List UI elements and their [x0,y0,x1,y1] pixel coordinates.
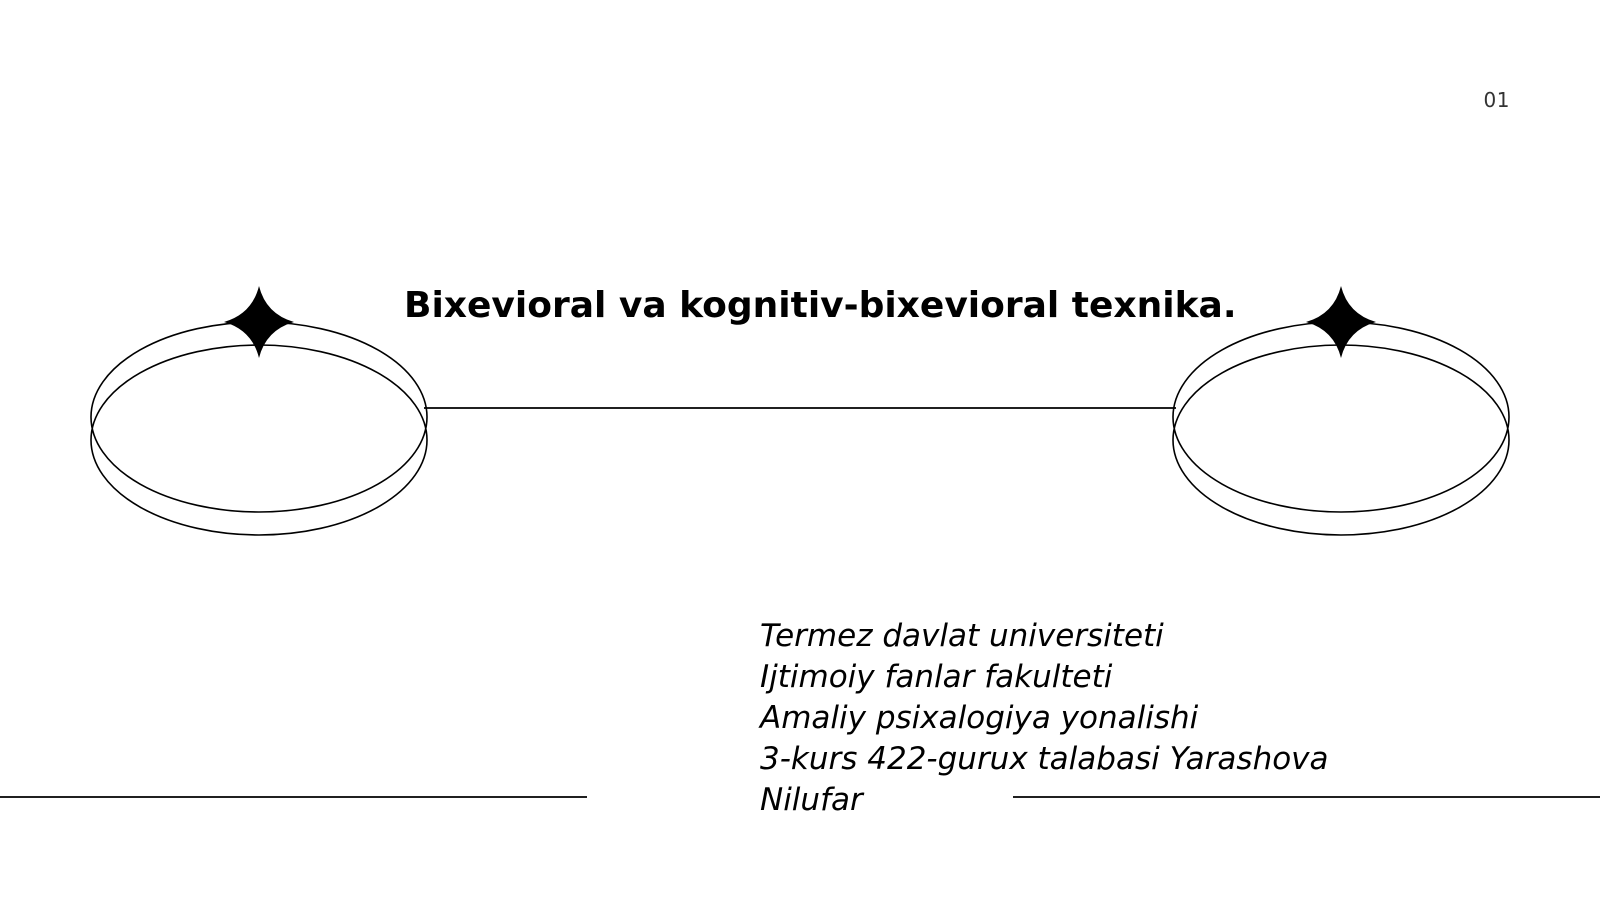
info-line-name: Nilufar [760,782,863,818]
right-sparkle-icon [1306,286,1376,358]
left-ring-inner-ellipse [91,345,427,535]
right-ring-inner-ellipse [1173,345,1509,535]
info-line-program: Amaliy psixalogiya yonalishi [760,700,1199,736]
info-line-student: 3-kurs 422-gurux talabasi Yarashova [760,741,1329,777]
info-line-university: Termez davlat universiteti [760,618,1164,654]
left-sparkle-icon [224,286,294,358]
slide-title: Bixevioral va kognitiv-bixevioral texnika. [404,285,1237,326]
info-line-faculty: Ijtimoiy fanlar fakulteti [760,659,1113,695]
page-number: 01 [1483,88,1510,112]
author-info-block [760,616,1360,821]
